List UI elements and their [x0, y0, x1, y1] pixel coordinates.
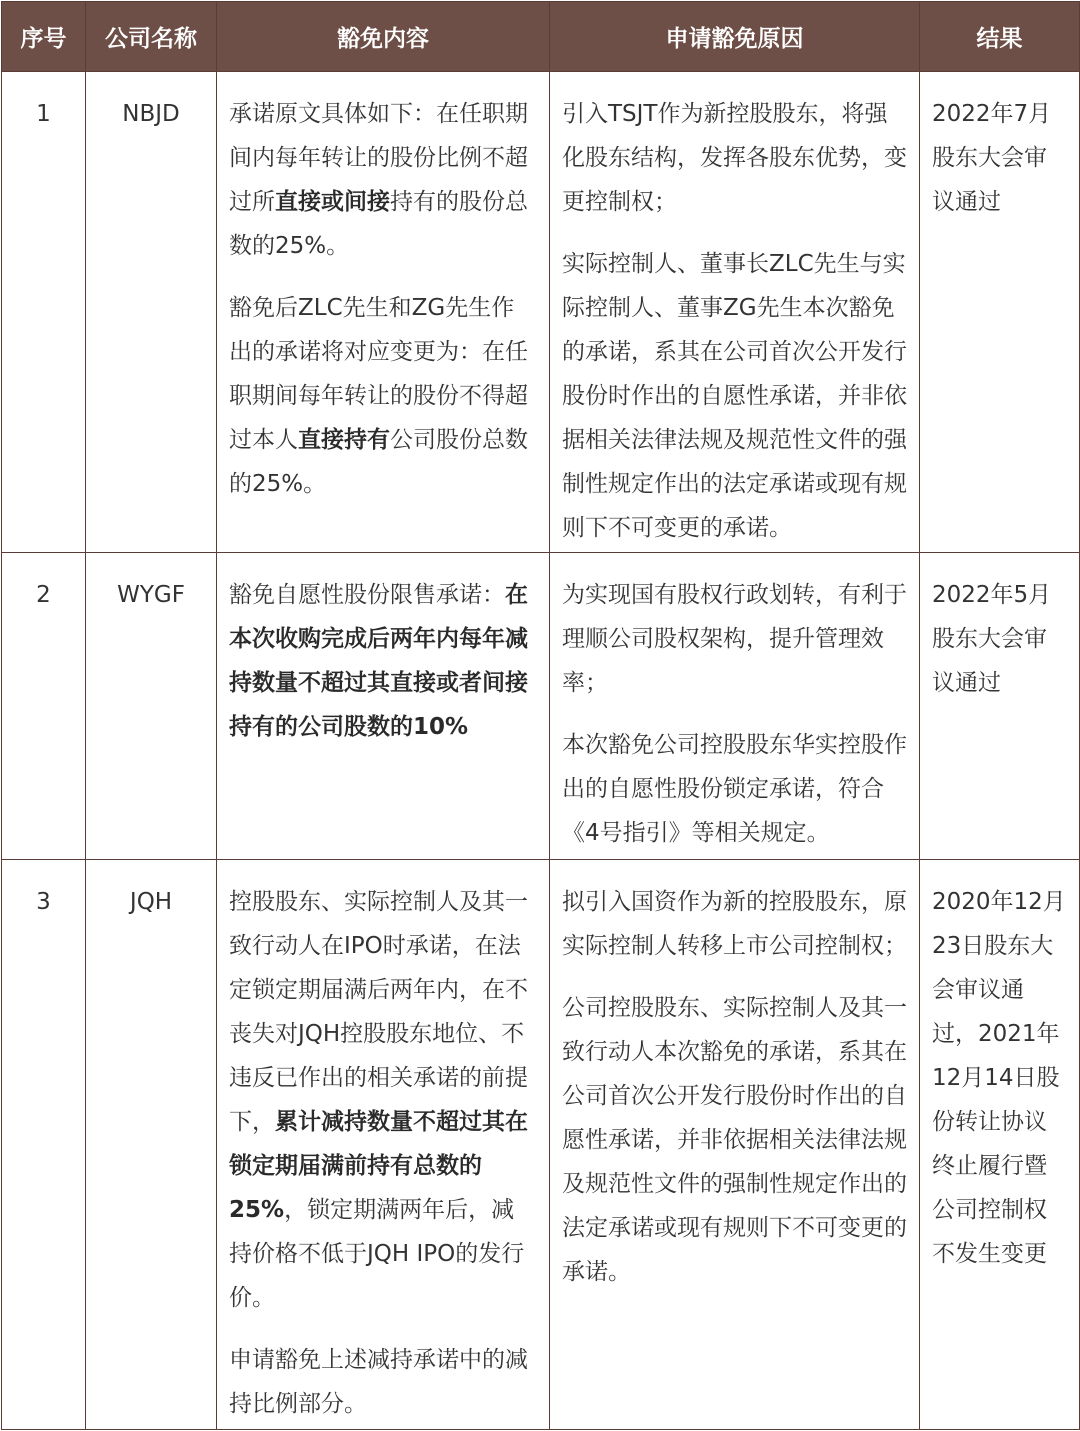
result-text: 2022年5月股东大会审议通过: [920, 553, 1080, 860]
content-paragraph: 控股股东、实际控制人及其一致行动人在IPO时承诺，在法定锁定期届满后两年内，在不丧失对JQH控股股东地位、不违反已作出的相关承诺的前提下，累计减持数量不超过其在锁定期届满前持有总数的25%，锁定期满两年后，减持价格不低于JQH IPO的发行价。: [229, 889, 528, 1311]
header-content: 豁免内容: [217, 2, 550, 72]
content-paragraph: 豁免自愿性股份限售承诺：在本次收购完成后两年内每年减持数量不超过其直接或者间接持有的公司股数的10%: [229, 582, 528, 740]
reason-paragraph: 实际控制人、董事长ZLC先生与实际控制人、董事ZG先生本次豁免的承诺，系其在公司首次公开发行股份时作出的自愿性承诺，并非依据相关法律法规及规范性文件的强制性规定作出的法定承诺或现有规则下不可变更的承诺。: [562, 251, 907, 541]
company-name: NBJD: [86, 72, 217, 553]
result-text: 2020年12月23日股东大会审议通过，2021年12月14日股份转让协议终止履行暨公司控制权不发生变更: [920, 860, 1080, 1430]
reason-paragraph: 公司控股股东、实际控制人及其一致行动人本次豁免的承诺，系其在公司首次公开发行股份时作出的自愿性承诺，并非依据相关法律法规及规范性文件的强制性规定作出的法定承诺或现有规则下不可变更的承诺。: [562, 995, 907, 1285]
header-row: [2, 2, 1080, 72]
result-text: 2022年7月股东大会审议通过: [920, 72, 1080, 553]
header-reason: 申请豁免原因: [550, 2, 920, 72]
reason-paragraph: 为实现国有股权行政划转，有利于理顺公司股权架构，提升管理效率；: [562, 582, 907, 696]
company-name: WYGF: [86, 553, 217, 860]
reason-paragraph: 本次豁免公司控股股东华实控股作出的自愿性股份锁定承诺，符合《4号指引》等相关规定。: [562, 732, 907, 846]
table-row: [2, 553, 1080, 860]
exemption-table: [1, 1, 1080, 1430]
content-paragraph: 承诺原文具体如下：在任职期间内每年转让的股份比例不超过所直接或间接持有的股份总数的25%。: [229, 101, 528, 259]
row-index: 2: [2, 553, 86, 860]
exemption-content: [217, 72, 550, 553]
exemption-content: [217, 553, 550, 860]
content-paragraph: 申请豁免上述减持承诺中的减持比例部分。: [229, 1347, 528, 1417]
row-index: 3: [2, 860, 86, 1430]
exemption-reason: [550, 553, 920, 860]
exemption-reason: [550, 72, 920, 553]
exemption-reason: [550, 860, 920, 1430]
reason-paragraph: 拟引入国资作为新的控股股东，原实际控制人转移上市公司控制权；: [562, 889, 907, 959]
table-row: [2, 860, 1080, 1430]
exemption-content: [217, 860, 550, 1430]
header-result: 结果: [920, 2, 1080, 72]
company-name: JQH: [86, 860, 217, 1430]
header-index: 序号: [2, 2, 86, 72]
content-paragraph: 豁免后ZLC先生和ZG先生作出的承诺将对应变更为：在任职期间每年转让的股份不得超过本人直接持有公司股份总数的25%。: [229, 295, 528, 497]
table-row: [2, 72, 1080, 553]
reason-paragraph: 引入TSJT作为新控股股东，将强化股东结构，发挥各股东优势，变更控制权；: [562, 101, 907, 215]
header-company: 公司名称: [86, 2, 217, 72]
row-index: 1: [2, 72, 86, 553]
